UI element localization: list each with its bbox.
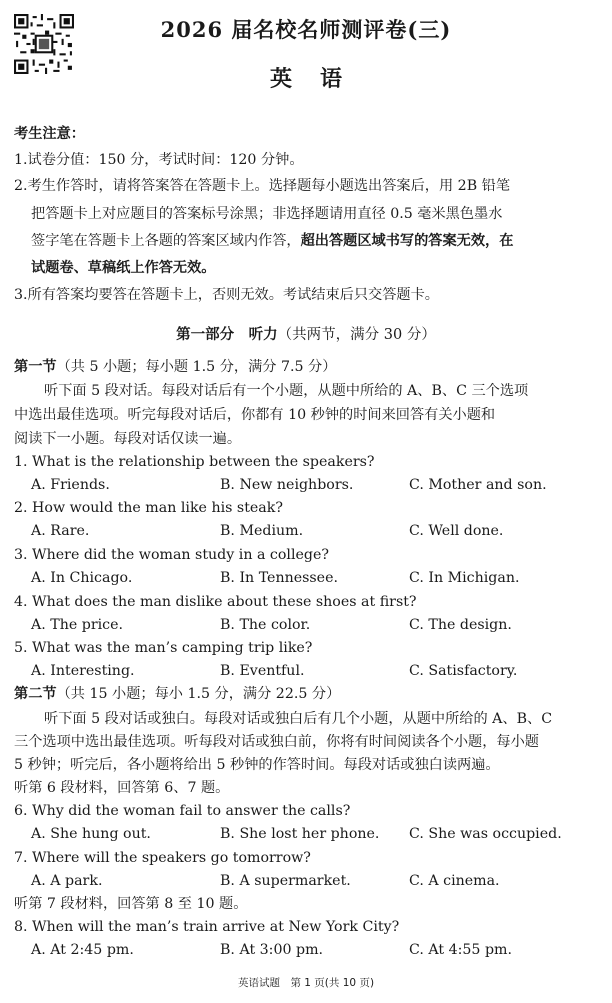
section1-instr-2: 中选出最佳选项。听完每段对话后，你都有 10 秒钟的时间来回答有关小题和 [14,407,496,423]
question-1: 1. What is the relationship between the speakers? [14,454,375,470]
notice-item-3: 3.所有答案均要答在答题卡上，否则无效。考试结束后只交答题卡。 [14,287,439,303]
notice-item-2-line-3 [31,231,513,251]
notice-item-2-line-2: 把答题卡上对应题目的答案标号涂黑；非选择题请用直径 0.5 毫米黑色墨水 [31,206,503,222]
material-7: 听第 7 段材料，回答第 8 至 10 题。 [14,896,248,912]
section1-instr-3: 阅读下一小题。每段对话仅读一遍。 [14,431,242,447]
q3-option-c: C. In Michigan. [409,570,520,586]
section1-instr-1: 听下面 5 段对话。每段对话后有一个小题，从题中所给的 A、B、C 三个选项 [44,383,529,399]
q8-option-b: B. At 3:00 pm. [220,942,324,958]
section1-heading-bold: 第一节 [14,359,57,375]
part1-title-rest: （共两节，满分 30 分） [277,327,436,343]
q2-option-b: B. Medium. [220,523,304,539]
q7-option-c: C. A cinema. [409,873,500,889]
question-3: 3. Where did the woman study in a college? [14,547,329,563]
section2-heading [14,684,340,704]
q3-option-a: A. In Chicago. [31,570,133,586]
notice-item-1: 1.试卷分值：150 分，考试时间：120 分钟。 [14,152,304,168]
q4-option-b: B. The color. [220,617,311,633]
section2-heading-rest: （共 15 小题；每小 1.5 分，满分 22.5 分） [56,686,341,702]
q5-option-a: A. Interesting. [31,663,135,679]
q7-option-b: B. A supermarket. [220,873,351,889]
notice-item-2-line-4: 试题卷、草稿纸上作答无效。 [31,260,216,276]
section1-heading [14,357,336,377]
q6-option-a: A. She hung out. [31,826,151,842]
q1-option-b: B. New neighbors. [220,477,354,493]
part1-title-bold: 第一部分 听力 [176,326,278,343]
subject-title: 英语 [269,66,370,92]
q6-option-b: B. She lost her phone. [220,826,380,842]
material-6: 听第 6 段材料，回答第 6、7 题。 [14,780,230,796]
section2-instr-3: 5 秒钟；听完后，各小题将给出 5 秒钟的作答时间。每段对话或独白读两遍。 [14,757,500,773]
q2-option-a: A. Rare. [31,523,90,539]
q4-option-a: A. The price. [31,617,124,633]
q8-option-c: C. At 4:55 pm. [409,942,512,958]
exam-title: 2026 届名校名师测评卷(三) [160,17,452,42]
q1-option-a: A. Friends. [31,477,110,493]
q5-option-c: C. Satisfactory. [409,663,518,679]
page-footer: 英语试题 第 1 页(共 10 页) [237,977,375,989]
question-8: 8. When will the man’s train arrive at New York City? [14,919,400,935]
notice-item-2-line-3-normal: 签字笔在答题卡上各题的答案区域内作答， [31,233,301,249]
question-7: 7. Where will the speakers go tomorrow? [14,850,311,866]
section2-heading-bold: 第二节 [14,686,57,702]
section2-instr-2: 三个选项中选出最佳选项。听每段对话或独白前，你将有时间阅读各个小题，每小题 [14,734,539,750]
q5-option-b: B. Eventful. [220,663,305,679]
notice-item-2-line-1: 2.考生作答时，请将答案答在答题卡上。选择题每小题选出答案后，用 2B 铅笔 [14,178,511,194]
q2-option-c: C. Well done. [409,523,504,539]
q6-option-c: C. She was occupied. [409,826,562,842]
question-4: 4. What does the man dislike about these shoes at first? [14,594,417,610]
part1-title [0,323,612,344]
q3-option-b: B. In Tennessee. [220,570,338,586]
question-2: 2. How would the man like his steak? [14,500,283,516]
question-5: 5. What was the man’s camping trip like? [14,640,313,656]
notice-item-2-line-3-bold: 超出答题区域书写的答案无效，在 [300,233,514,249]
section2-instr-1: 听下面 5 段对话或独白。每段对话或独白后有几个小题，从题中所给的 A、B、C [44,711,553,727]
q4-option-c: C. The design. [409,617,512,633]
question-6: 6. Why did the woman fail to answer the calls? [14,803,351,819]
notice-heading: 考生注意： [14,126,85,142]
section1-heading-rest: （共 5 小题；每小题 1.5 分，满分 7.5 分） [56,359,337,375]
q8-option-a: A. At 2:45 pm. [31,942,134,958]
q1-option-c: C. Mother and son. [409,477,547,493]
q7-option-a: A. A park. [31,873,103,889]
